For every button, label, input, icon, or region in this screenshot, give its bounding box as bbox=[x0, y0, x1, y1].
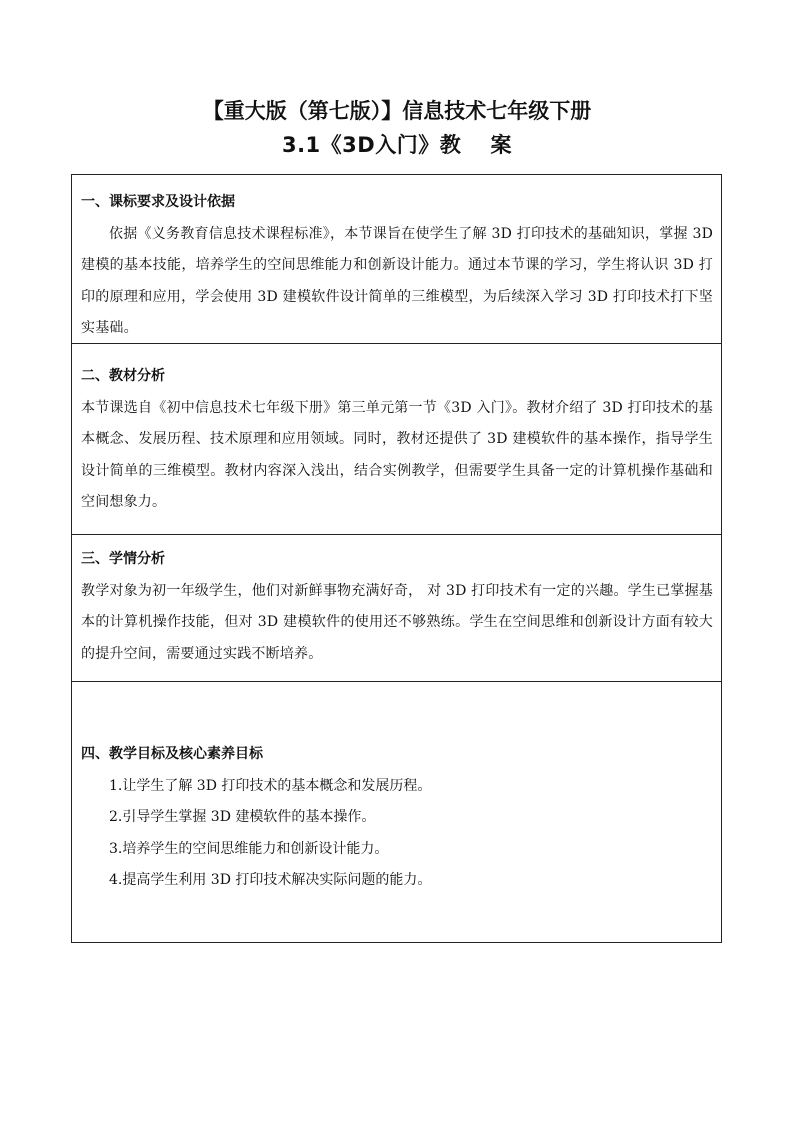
section-paragraph: 依据《义务教育信息技术课程标准》，本节课旨在使学生了解 3D 打印技术的基础知识，掌握 3D 建模的基本技能，培养学生的空间思维能力和创新设计能力。通过本节课的学习，学生将认识 3D 打印的原理和应用，学会使用 3D 建模软件设计简单的三维模型，为后续深入学习 3D 打印技术打下坚实基础。 bbox=[81, 225, 713, 336]
lesson-plan-table bbox=[71, 174, 722, 943]
objective-item: 2.引导学生掌握 3D 建模软件的基本操作。 bbox=[109, 809, 376, 825]
section-curriculum-requirements bbox=[72, 175, 721, 343]
section-heading: 四、教学目标及核心素养目标 bbox=[81, 746, 263, 762]
objective-item: 4.提高学生利用 3D 打印技术解决实际问题的能力。 bbox=[109, 872, 432, 888]
section-heading: 一、课标要求及设计依据 bbox=[81, 194, 235, 210]
objective-item: 3.培养学生的空间思维能力和创新设计能力。 bbox=[109, 840, 389, 857]
section-student-analysis bbox=[72, 534, 721, 681]
document-title: 【重大版（第七版）】信息技术七年级下册 bbox=[202, 99, 592, 123]
section-textbook-analysis bbox=[72, 343, 721, 534]
objective-item: 1.让学生了解 3D 打印技术的基本概念和发展历程。 bbox=[109, 777, 432, 794]
section-heading: 二、教材分析 bbox=[81, 368, 165, 384]
section-paragraph: 本节课选自《初中信息技术七年级下册》第三单元第一节《3D 入门》。教材介绍了 3D 打印技术的基本概念、发展历程、技术原理和应用领域。同时，教材还提供了 3D 建模软件的基本操作，指导学生设计简单的三维模型。教材内容深入浅出，结合实例教学，但需要学生具备一定的计算机操作基础和空间想象力。 bbox=[81, 399, 713, 510]
section-heading: 三、学情分析 bbox=[81, 551, 165, 567]
section-paragraph: 教学对象为初一年级学生，他们对新鲜事物充满好奇， 对 3D 打印技术有一定的兴趣。学生已掌握基本的计算机操作技能，但对 3D 建模软件的使用还不够熟练。学生在空间思维和创新设计方面有较大的提升空间，需要通过实践不断培养。 bbox=[81, 582, 713, 662]
section-teaching-objectives bbox=[72, 681, 721, 942]
document-subtitle: 3.1《3D入门》教 案 bbox=[281, 133, 513, 157]
